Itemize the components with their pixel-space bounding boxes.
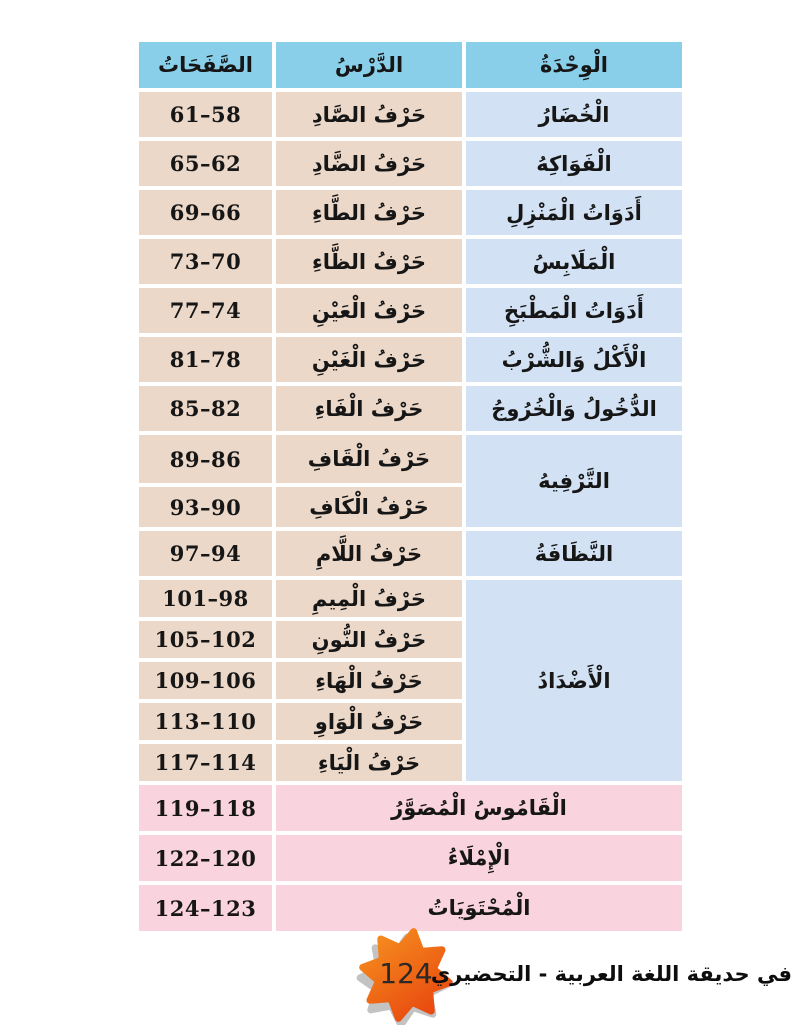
pages-cell	[139, 386, 272, 431]
page-range: 113–110	[154, 709, 257, 734]
pages-cell	[139, 435, 272, 483]
unit-cell-merged: الْأَضْدَادُ	[466, 580, 682, 781]
page-range: 119–118	[154, 795, 257, 821]
page-range: 61–58	[169, 102, 242, 127]
lesson-cell: حَرْفُ الْمِيمِ	[276, 580, 462, 617]
pages-cell	[139, 190, 272, 235]
pages-cell	[139, 141, 272, 186]
page-range: 101–98	[162, 586, 249, 611]
pages-cell	[139, 531, 272, 576]
special-title-cell: الْمُحْتَوَيَاتُ	[276, 885, 682, 931]
page-range: 69–66	[169, 200, 242, 225]
column-header-lesson: الدَّرْسُ	[276, 42, 462, 88]
special-title-cell: الْقَامُوسُ الْمُصَوَّرُ	[276, 785, 682, 831]
pages-cell	[139, 92, 272, 137]
unit-cell: أَدَوَاتُ الْمَطْبَخِ	[466, 288, 682, 333]
lesson-cell: حَرْفُ الْوَاوِ	[276, 703, 462, 740]
page-range: 73–70	[169, 249, 242, 274]
column-header-pages: الصَّفَحَاتُ	[139, 42, 272, 88]
lesson-cell: حَرْفُ الْيَاءِ	[276, 744, 462, 781]
column-header-unit: الْوِحْدَةُ	[466, 42, 682, 88]
lesson-cell: حَرْفُ اللَّامِ	[276, 531, 462, 576]
page-range: 77–74	[169, 298, 242, 323]
lesson-cell: حَرْفُ الصَّادِ	[276, 92, 462, 137]
pages-cell	[139, 580, 272, 617]
table-row	[139, 386, 682, 431]
table-row	[139, 190, 682, 235]
page-range: 65–62	[169, 151, 242, 176]
page-range: 105–102	[154, 627, 257, 652]
table-row	[139, 239, 682, 284]
lesson-cell: حَرْفُ الْغَيْنِ	[276, 337, 462, 382]
pages-cell	[139, 785, 272, 831]
table-row	[139, 435, 682, 483]
page-range: 81–78	[169, 347, 242, 372]
page-range: 89–86	[169, 446, 242, 472]
table-row	[139, 141, 682, 186]
lesson-cell: حَرْفُ النُّونِ	[276, 621, 462, 658]
pages-cell	[139, 337, 272, 382]
lesson-cell: حَرْفُ الْفَاءِ	[276, 386, 462, 431]
table-row	[139, 531, 682, 576]
page-range: 97–94	[169, 541, 242, 566]
unit-cell: الْمَلَابِسُ	[466, 239, 682, 284]
pages-cell	[139, 239, 272, 284]
pages-cell	[139, 621, 272, 658]
page-range: 124–123	[154, 895, 257, 921]
pages-cell	[139, 487, 272, 527]
table-header-row	[139, 42, 682, 88]
pages-cell	[139, 662, 272, 699]
page-range: 85–82	[169, 396, 242, 421]
lesson-cell: حَرْفُ الظَّاءِ	[276, 239, 462, 284]
page-range: 93–90	[169, 494, 242, 520]
pages-cell	[139, 835, 272, 881]
pages-cell	[139, 288, 272, 333]
page-range: 109–106	[154, 668, 257, 693]
page-number: 124	[379, 957, 433, 991]
lesson-cell: حَرْفُ الْقَافِ	[276, 435, 462, 483]
unit-cell: الدُّخُولُ وَالْخُرُوجُ	[466, 386, 682, 431]
unit-cell: الْفَوَاكِهُ	[466, 141, 682, 186]
page-range: 117–114	[154, 750, 257, 775]
contents-table	[135, 38, 686, 935]
table-row	[139, 835, 682, 881]
lesson-cell: حَرْفُ الْعَيْنِ	[276, 288, 462, 333]
unit-cell: الْأَكْلُ وَالشُّرْبُ	[466, 337, 682, 382]
book-title: في حديقة اللغة العربية - التحضيري	[430, 962, 792, 986]
table-row	[139, 337, 682, 382]
table-row	[139, 288, 682, 333]
pages-cell	[139, 885, 272, 931]
lesson-cell: حَرْفُ الضَّادِ	[276, 141, 462, 186]
unit-cell-merged: التَّرْفِيهُ	[466, 435, 682, 527]
lesson-cell: حَرْفُ الْكَافِ	[276, 487, 462, 527]
special-title-cell: الْإِمْلَاءُ	[276, 835, 682, 881]
pages-cell	[139, 703, 272, 740]
pages-cell	[139, 744, 272, 781]
lesson-cell: حَرْفُ الْهَاءِ	[276, 662, 462, 699]
unit-cell: الْخُضَارُ	[466, 92, 682, 137]
table-row	[139, 92, 682, 137]
lesson-cell: حَرْفُ الطَّاءِ	[276, 190, 462, 235]
table-row	[139, 785, 682, 831]
unit-cell: أَدَوَاتُ الْمَنْزِلِ	[466, 190, 682, 235]
unit-cell: النَّظَافَةُ	[466, 531, 682, 576]
table-row	[139, 580, 682, 617]
page-range: 122–120	[154, 845, 257, 871]
